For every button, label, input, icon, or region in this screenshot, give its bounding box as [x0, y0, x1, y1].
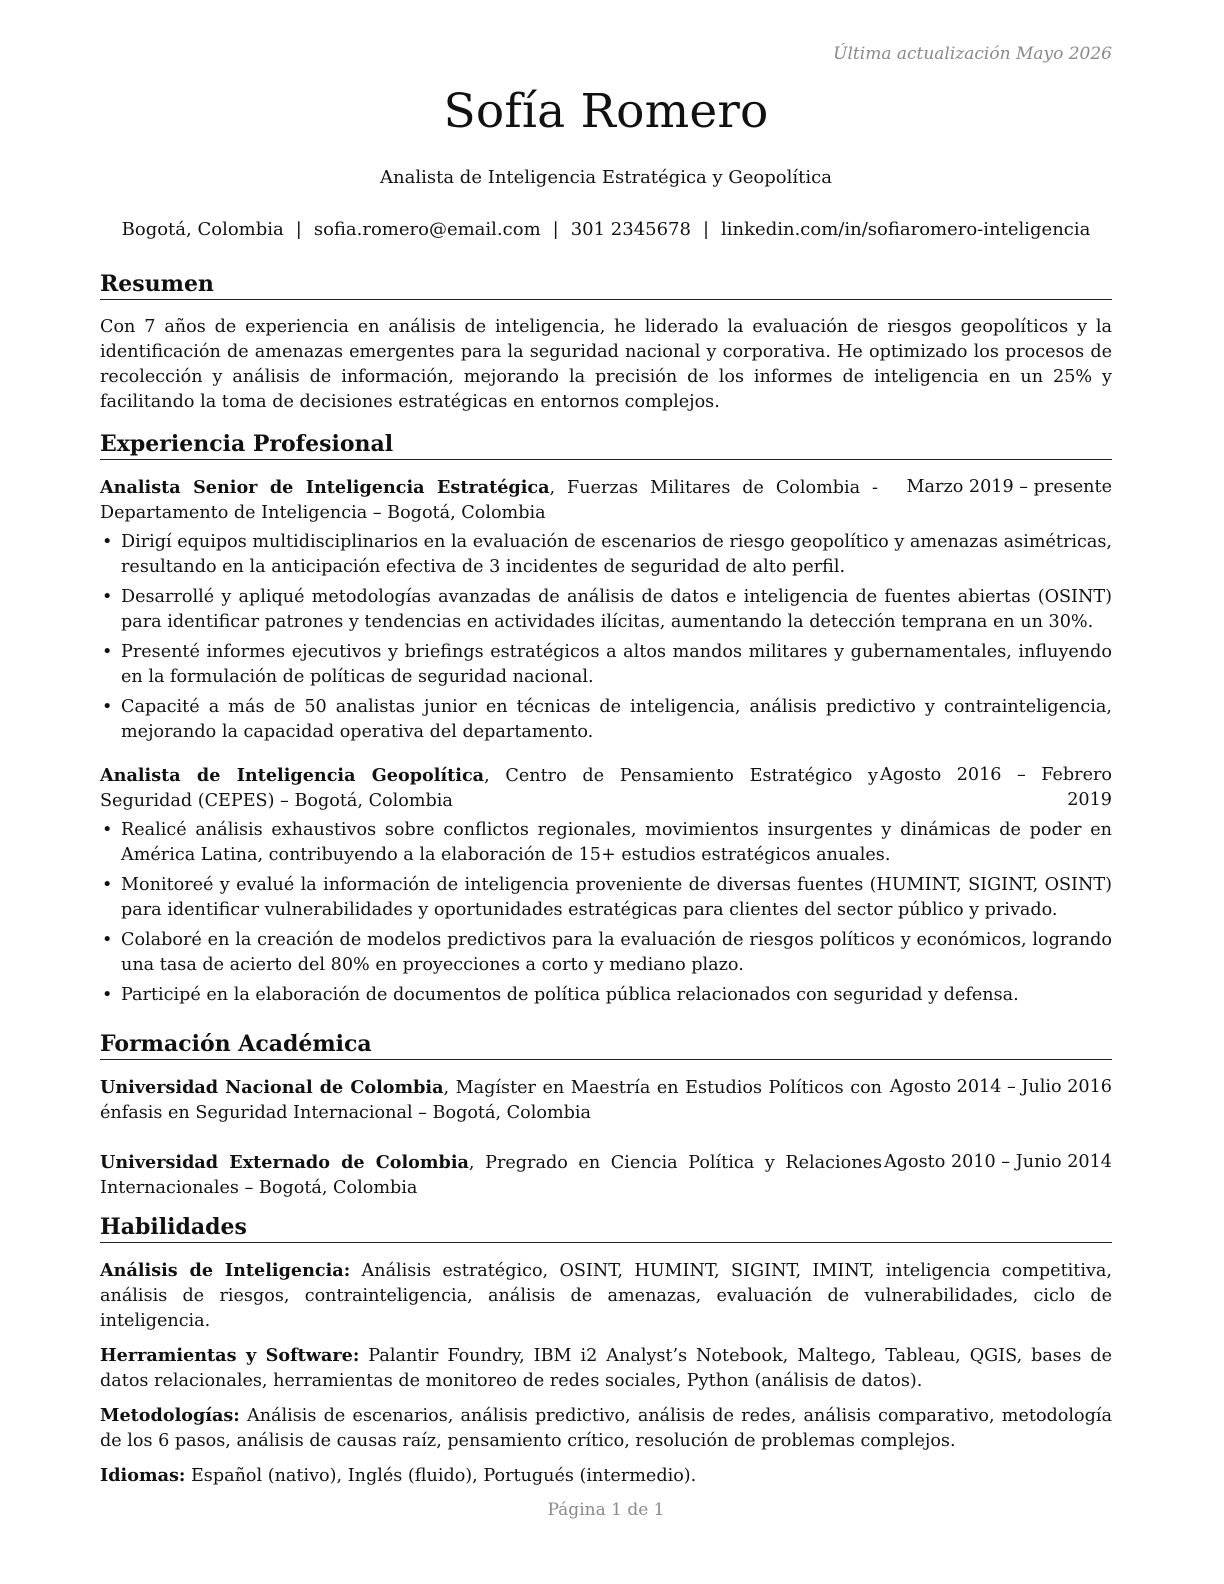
candidate-name: Sofía Romero: [443, 84, 769, 139]
bullet-icon: •: [102, 820, 113, 840]
job-bullets: [100, 818, 1112, 1008]
education-dates: Agosto 2010 – Junio 2014: [884, 1152, 1112, 1172]
contact-separator: |: [702, 219, 710, 240]
job-title: Analista Senior de Inteligencia Estratégica: [100, 477, 550, 498]
resume-page: [100, 0, 1112, 1584]
bullet-icon: •: [102, 985, 113, 1005]
skill-item: Herramientas y Software: Palantir Foundry, IBM i2 Analyst’s Notebook, Maltego, Tableau, QGIS, bases de datos relacionales, herramientas de monitoreo de redes sociales, Python (análisis de datos).: [100, 1345, 1112, 1391]
job-header: [100, 763, 1112, 814]
degree: , Magíster en Maestría en Estudios Políticos con énfasis en Seguridad Internacional – Bogotá, Colombia: [100, 1078, 882, 1123]
page-number: Página 1 de 1: [547, 1500, 665, 1520]
list-item: • Monitoreé y evalué la información de inteligencia proveniente de diversas fuentes (HUMINT, SIGINT, OSINT) para identificar vulnerabilidades y oportunidades estratégicas para clientes del sector público y privado.: [102, 875, 1112, 920]
bullet-icon: •: [102, 697, 113, 717]
job-dates: Agosto 2016 – Febrero 2019: [880, 765, 1112, 810]
job-organization: , Centro de Pensamiento Estratégico y Seguridad (CEPES) – Bogotá, Colombia: [100, 766, 878, 811]
job-organization: , Fuerzas Militares de Colombia - Departamento de Inteligencia – Bogotá, Colombia: [100, 478, 879, 523]
contact-line: [90, 219, 1122, 240]
skill-item: Metodologías: Análisis de escenarios, análisis predictivo, análisis de redes, análisis comparativo, metodología de los 6 pasos, análisis de causas raíz, pensamiento crítico, resolución de problemas complejos.: [100, 1405, 1112, 1451]
experience-section: [100, 430, 1112, 1013]
summary-text: Con 7 años de experiencia en análisis de inteligencia, he liderado la evaluación de riesgos geopolíticos y la identificación de amenazas emergentes para la seguridad nacional y corporativa. He optimizado los procesos de recolección y análisis de información, mejorando la precisión de los informes de inteligencia en un 25% y facilitando la toma de decisiones estratégicas en entornos complejos.: [100, 317, 1112, 412]
candidate-headline: Analista de Inteligencia Estratégica y Geopolítica: [380, 167, 832, 188]
contact-phone: 301 2345678: [570, 219, 691, 240]
bullet-icon: •: [102, 532, 113, 552]
skill-label: Herramientas y Software:: [100, 1345, 360, 1366]
school-name: Universidad Nacional de Colombia: [100, 1077, 444, 1098]
list-item: • Dirigí equipos multidisciplinarios en la evaluación de escenarios de riesgo geopolítico y amenazas asimétricas, resultando en la anticipación efectiva de 3 incidentes de seguridad de alto perfil.: [102, 532, 1112, 577]
skill-label: Idiomas:: [100, 1465, 186, 1486]
job-bullets: [100, 530, 1112, 745]
job-dates: Marzo 2019 – presente: [906, 477, 1112, 497]
last-updated: Última actualización Mayo 2026: [833, 44, 1112, 64]
skill-label: Metodologías:: [100, 1405, 240, 1426]
school-name: Universidad Externado de Colombia: [100, 1152, 469, 1173]
list-item: • Participé en la elaboración de documentos de política pública relacionados con seguridad y defensa.: [100, 983, 1112, 1008]
section-title-skills: Habilidades: [100, 1213, 1112, 1243]
education-item: [100, 1150, 1112, 1201]
section-title-education: Formación Académica: [100, 1030, 1112, 1060]
list-item: • Presenté informes ejecutivos y briefings estratégicos a altos mandos militares y gubernamentales, influyendo en la formulación de políticas de seguridad nacional.: [102, 642, 1112, 687]
job-title: Analista de Inteligencia Geopolítica: [100, 765, 485, 786]
bullet-icon: •: [102, 642, 113, 662]
list-item: • Desarrollé y apliqué metodologías avanzadas de análisis de datos e inteligencia de fuentes abiertas (OSINT) para identificar patrones y tendencias en actividades ilícitas, aumentando la detección temprana en un 30%.: [102, 587, 1112, 632]
section-title-summary: Resumen: [100, 270, 1112, 300]
bullet-icon: •: [102, 587, 113, 607]
education-item: [100, 1075, 1112, 1126]
list-item: • Realicé análisis exhaustivos sobre conflictos regionales, movimientos insurgentes y dinámicas de poder en América Latina, contribuyendo a la elaboración de 15+ estudios estratégicos anuales.: [102, 820, 1112, 865]
contact-email[interactable]: sofia.romero@email.com: [313, 219, 541, 240]
job-header: [100, 475, 1112, 526]
skill-item: Análisis de Inteligencia: Análisis estratégico, OSINT, HUMINT, SIGINT, IMINT, inteligencia competitiva, análisis de riesgos, contrainteligencia, análisis de amenazas, evaluación de vulnerabilidades, ciclo de inteligencia.: [100, 1260, 1112, 1331]
contact-separator: |: [552, 219, 559, 240]
list-item: • Capacité a más de 50 analistas junior en técnicas de inteligencia, análisis predictivo y contrainteligencia, mejorando la capacidad operativa del departamento.: [102, 697, 1112, 742]
contact-linkedin[interactable]: linkedin.com/in/sofiaromero-inteligencia: [721, 219, 1091, 240]
bullet-icon: •: [102, 875, 113, 895]
summary-section: [100, 270, 1112, 415]
contact-location: Bogotá, Colombia: [121, 219, 284, 240]
section-title-experience: Experiencia Profesional: [100, 430, 1112, 460]
education-dates: Agosto 2014 – Julio 2016: [889, 1077, 1112, 1097]
degree: , Pregrado en Ciencia Política y Relaciones Internacionales – Bogotá, Colombia: [100, 1153, 882, 1198]
bullet-icon: •: [102, 930, 113, 950]
contact-separator: |: [295, 219, 302, 240]
skill-label: Análisis de Inteligencia:: [100, 1260, 351, 1281]
skills-section: [100, 1213, 1112, 1498]
skill-item: Idiomas: Español (nativo), Inglés (fluido), Portugués (intermedio).: [100, 1465, 697, 1486]
list-item: • Colaboré en la creación de modelos predictivos para la evaluación de riesgos políticos y económicos, logrando una tasa de acierto del 80% en proyecciones a corto y mediano plazo.: [102, 930, 1112, 975]
education-section: [100, 1030, 1112, 1201]
